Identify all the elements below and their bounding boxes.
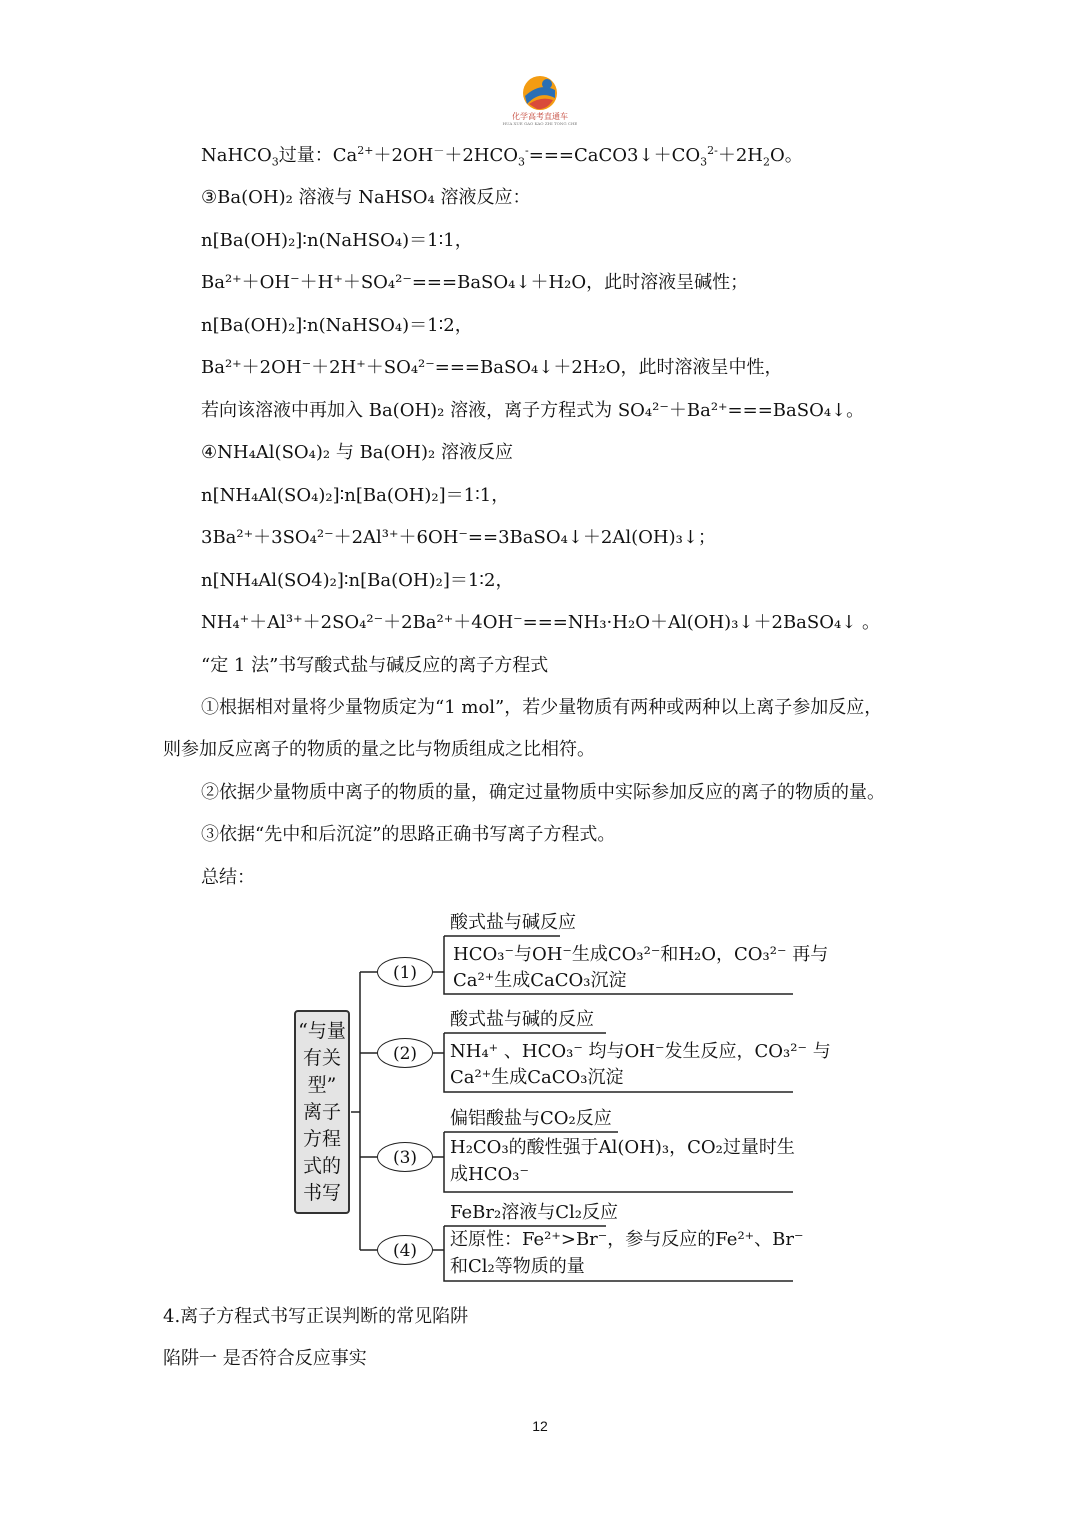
text-fragment: ＋2H xyxy=(717,145,763,166)
branch-number-2: (2) xyxy=(377,1038,433,1068)
branch-body-3b: 成HCO₃⁻ xyxy=(450,1164,529,1185)
superscript: 2- xyxy=(707,144,718,157)
text-line-8: ④NH₄Al(SO₄)₂ 与 Ba(OH)₂ 溶液反应 xyxy=(201,442,513,463)
main-label-line: “与量 xyxy=(298,1020,346,1042)
branch-number-4: (4) xyxy=(377,1235,433,1265)
branch-body-4a: 还原性：Fe²⁺>Br⁻，参与反应的Fe²⁺、Br⁻ xyxy=(450,1229,804,1250)
text-line-6: Ba²⁺＋2OH⁻＋2H⁺＋SO₄²⁻===BaSO₄↓＋2H₂O，此时溶液呈中性， xyxy=(201,357,783,378)
summary-main-box xyxy=(294,1010,350,1214)
text-line-4: Ba²⁺＋OH⁻＋H⁺＋SO₄²⁻===BaSO₄↓＋H₂O，此时溶液呈碱性； xyxy=(201,272,749,293)
branch-body-2a: NH₄⁺ 、HCO₃⁻ 均与OH⁻发生反应，CO₃²⁻ 与 xyxy=(450,1041,831,1062)
text-line-17: ③依据“先中和后沉淀”的思路正确书写离子方程式。 xyxy=(201,824,616,845)
text-line-7: 若向该溶液中再加入 Ba(OH)₂ 溶液，离子方程式为 SO₄²⁻＋Ba²⁺===BaSO₄↓。 xyxy=(201,400,865,421)
subscript: 2 xyxy=(762,155,770,169)
branch-body-1b: Ca²⁺生成CaCO₃沉淀 xyxy=(453,970,627,991)
subscript: 3 xyxy=(271,155,279,169)
text-fragment: NaHCO xyxy=(201,145,272,166)
branch-body-4b: 和Cl₂等物质的量 xyxy=(450,1256,585,1277)
main-label-line: 方程 xyxy=(302,1128,341,1150)
subscript: 3 xyxy=(518,155,526,169)
subscript: 3 xyxy=(700,155,708,169)
text-fragment: 过量：Ca xyxy=(278,145,358,166)
text-line-13: “定 1 法”书写酸式盐与碱反应的离子方程式 xyxy=(201,655,549,676)
section-heading-4: 4.离子方程式书写正误判断的常见陷阱 xyxy=(163,1306,469,1327)
main-label-line: 有关 xyxy=(302,1047,341,1069)
main-label-line: 书写 xyxy=(302,1182,341,1204)
text-line-16: ②依据少量物质中离子的物质的量，确定过量物质中实际参加反应的离子的物质的量。 xyxy=(201,782,885,803)
text-fragment: ＋2HCO xyxy=(444,145,519,166)
text-line-12: NH₄⁺＋Al³⁺＋2SO₄²⁻＋2Ba²⁺＋4OH⁻===NH₃·H₂O＋Al(OH)₃↓＋2BaSO₄↓ 。 xyxy=(201,612,881,633)
branch-number-1: (1) xyxy=(377,957,433,987)
branch-body-2b: Ca²⁺生成CaCO₃沉淀 xyxy=(450,1067,624,1088)
text-line-9: n[NH₄Al(SO₄)₂]∶n[Ba(OH)₂]＝1∶1， xyxy=(201,485,510,506)
text-line-2: ③Ba(OH)₂ 溶液与 NaHSO₄ 溶液反应： xyxy=(201,187,531,208)
text-fragment: ===CaCO3↓＋CO xyxy=(528,145,701,166)
logo-name-cn: 化学高考直通车 xyxy=(512,112,568,121)
text-line-5: n[Ba(OH)₂]∶n(NaHSO₄)＝1∶2， xyxy=(201,315,473,336)
text-line-14: ①根据相对量将少量物质定为“1 mol”，若少量物质有两种或两种以上离子参加反应， xyxy=(201,697,883,718)
branch-title-1: 酸式盐与碱反应 xyxy=(450,912,576,933)
page-number: 12 xyxy=(532,1418,548,1434)
trap-heading-1: 陷阱一 是否符合反应事实 xyxy=(163,1348,367,1369)
superscript: - xyxy=(525,144,529,157)
text-line-15: 则参加反应离子的物质的量之比与物质组成之比相符。 xyxy=(163,739,595,760)
text-line-10: 3Ba²⁺＋3SO₄²⁻＋2Al³⁺＋6OH⁻==3BaSO₄↓＋2Al(OH)₃↓； xyxy=(201,527,716,548)
main-label-line: 式的 xyxy=(302,1155,341,1177)
main-label-line: 离子 xyxy=(302,1101,341,1123)
branch-title-4: FeBr₂溶液与Cl₂反应 xyxy=(450,1202,618,1223)
branch-body-1a: HCO₃⁻与OH⁻生成CO₃²⁻和H₂O，CO₃²⁻ 再与 xyxy=(453,944,829,965)
text-line-18: 总结： xyxy=(201,867,255,888)
text-line-3: n[Ba(OH)₂]∶n(NaHSO₄)＝1∶1， xyxy=(201,230,473,251)
superscript: 2+ xyxy=(357,144,374,157)
branch-title-3: 偏铝酸盐与CO₂反应 xyxy=(450,1108,612,1129)
superscript: － xyxy=(433,144,445,157)
text-fragment: O。 xyxy=(769,145,803,166)
branch-title-2: 酸式盐与碱的反应 xyxy=(450,1009,594,1030)
branch-body-3a: H₂CO₃的酸性强于Al(OH)₃，CO₂过量时生 xyxy=(450,1137,795,1158)
logo-name-pinyin: HUA XUE GAO KAO ZHI TONG CHE xyxy=(502,121,578,126)
branch-number-3: (3) xyxy=(377,1142,433,1172)
main-label-line: 型” xyxy=(307,1074,337,1096)
text-fragment: ＋2OH xyxy=(373,145,434,166)
text-line-11: n[NH₄Al(SO4)₂]∶n[Ba(OH)₂]＝1∶2， xyxy=(201,570,514,591)
